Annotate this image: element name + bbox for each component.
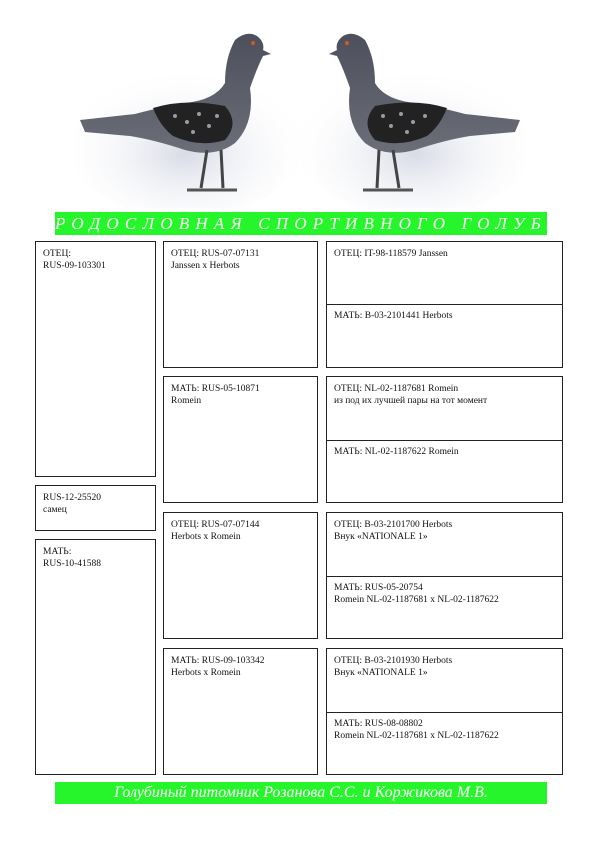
gen1-mother-ring: RUS-10-41588	[43, 559, 102, 569]
subject-box	[35, 485, 156, 531]
gen2-line1: ОТЕЦ: RUS-07-07144	[171, 520, 260, 530]
gen3-divider	[327, 576, 562, 577]
gen3-top-line1: ОТЕЦ: B-03-2101930 Herbots	[334, 656, 453, 666]
gen2-line1: МАТЬ: RUS-05-10871	[171, 384, 260, 394]
gen2-line2: Janssen x Herbots	[171, 261, 240, 271]
gen3-top-line1: ОТЕЦ: B-03-2101700 Herbots	[334, 520, 453, 530]
gen3-top-line1: ОТЕЦ: IT-98-118579 Janssen	[334, 249, 448, 259]
gen3-bottom-line2: Romein NL-02-1187681 x NL-02-1187622	[334, 595, 499, 605]
pedigree-title: РОДОСЛОВНАЯ СПОРТИВНОГО ГОЛУБЯ	[55, 214, 565, 233]
gen1-father-ring: RUS-09-103301	[43, 261, 106, 271]
gen3-divider	[327, 440, 562, 441]
gen2-line2: Herbots x Romein	[171, 668, 241, 678]
gen2-box	[163, 512, 318, 639]
pigeons-image	[75, 28, 525, 208]
subject-ring: RUS-12-25520	[43, 493, 102, 503]
gen3-bottom-line1: МАТЬ: B-03-2101441 Herbots	[334, 311, 453, 321]
gen2-box	[163, 241, 318, 368]
gen3-bottom-line1: МАТЬ: RUS-05-20754	[334, 583, 423, 593]
gen2-line1: МАТЬ: RUS-09-103342	[171, 656, 265, 666]
gen3-divider	[327, 712, 562, 713]
gen2-line2: Romein	[171, 396, 202, 406]
gen3-box	[326, 648, 563, 775]
subject-sex: самец	[43, 505, 67, 515]
gen1-father-label: ОТЕЦ:	[43, 249, 71, 259]
gen2-box	[163, 648, 318, 775]
gen3-bottom-line2: Romein NL-02-1187681 x NL-02-1187622	[334, 731, 499, 741]
gen3-bottom-line1: МАТЬ: NL-02-1187622 Romein	[334, 447, 459, 457]
gen3-box	[326, 376, 563, 503]
gen3-top-line1: ОТЕЦ: NL-02-1187681 Romein	[334, 384, 459, 394]
kennel-footer: Голубиный питомник Розанова С.С. и Коржикова М.В.	[55, 782, 547, 804]
gen2-line2: Herbots x Romein	[171, 532, 241, 542]
gen1-father-box	[35, 241, 156, 477]
gen1-mother-label: МАТЬ:	[43, 547, 72, 557]
gen3-top-line2: из под их лучшей пары на тот момент	[334, 396, 488, 406]
gen3-bottom-line1: МАТЬ: RUS-08-08802	[334, 719, 423, 729]
gen3-divider	[327, 304, 562, 305]
gen3-box	[326, 512, 563, 639]
gen1-mother-box	[35, 539, 156, 775]
gen2-box	[163, 376, 318, 503]
gen3-box	[326, 241, 563, 368]
gen2-line1: ОТЕЦ: RUS-07-07131	[171, 249, 260, 259]
gen3-top-line2: Внук «NATIONALE 1»	[334, 668, 428, 678]
gen3-top-line2: Внук «NATIONALE 1»	[334, 532, 428, 542]
